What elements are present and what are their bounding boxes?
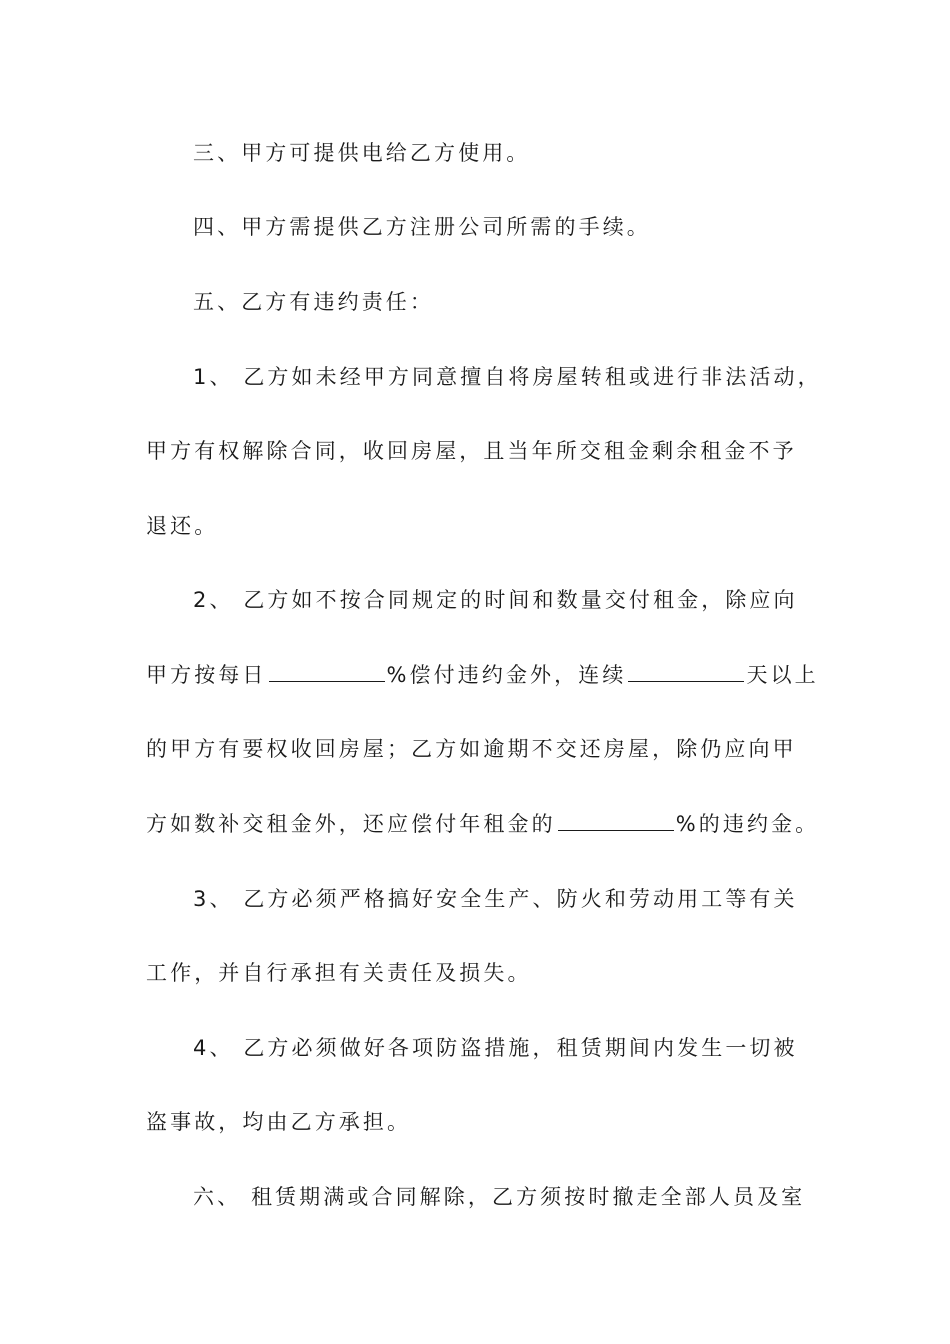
clause-5-4-line-2: 盗事故，均由乙方承担。 bbox=[146, 1110, 412, 1134]
clause-5-3-line-1: 3、 乙方必须严格搞好安全生产、防火和劳动用工等有关 bbox=[193, 887, 798, 911]
fill-in-blank bbox=[628, 661, 744, 682]
clause-5-1-line-3: 退还。 bbox=[146, 514, 219, 538]
text-segment: 天以上 bbox=[746, 663, 819, 687]
clause-6-line-1: 六、 租赁期满或合同解除，乙方须按时撤走全部人员及室 bbox=[193, 1185, 806, 1209]
text-segment: %的违约金。 bbox=[675, 812, 820, 836]
text-segment: %偿付违约金外，连续 bbox=[386, 663, 627, 687]
clause-5-2-line-4 bbox=[146, 809, 819, 839]
clause-3: 三、甲方可提供电给乙方使用。 bbox=[193, 141, 531, 165]
clause-5-1-line-2: 甲方有权解除合同，收回房屋，且当年所交租金剩余租金不予 bbox=[146, 439, 797, 463]
clause-5-2-line-2 bbox=[146, 660, 819, 690]
fill-in-blank bbox=[269, 661, 385, 682]
fill-in-blank bbox=[558, 810, 674, 831]
clause-5-2-line-3: 的甲方有要权收回房屋；乙方如逾期不交还房屋，除仍应向甲 bbox=[146, 737, 797, 761]
text-segment: 甲方按每日 bbox=[146, 663, 267, 687]
clause-5-1-line-1: 1、 乙方如未经甲方同意擅自将房屋转租或进行非法活动， bbox=[193, 365, 822, 389]
clause-5-3-line-2: 工作，并自行承担有关责任及损失。 bbox=[146, 961, 532, 985]
clause-5-4-line-1: 4、 乙方必须做好各项防盗措施，租赁期间内发生一切被 bbox=[193, 1036, 798, 1060]
clause-4: 四、甲方需提供乙方注册公司所需的手续。 bbox=[193, 215, 651, 239]
text-segment: 方如数补交租金外，还应偿付年租金的 bbox=[146, 812, 556, 836]
clause-5-heading: 五、乙方有违约责任： bbox=[193, 290, 434, 314]
clause-5-2-line-1: 2、 乙方如不按合同规定的时间和数量交付租金，除应向 bbox=[193, 588, 798, 612]
